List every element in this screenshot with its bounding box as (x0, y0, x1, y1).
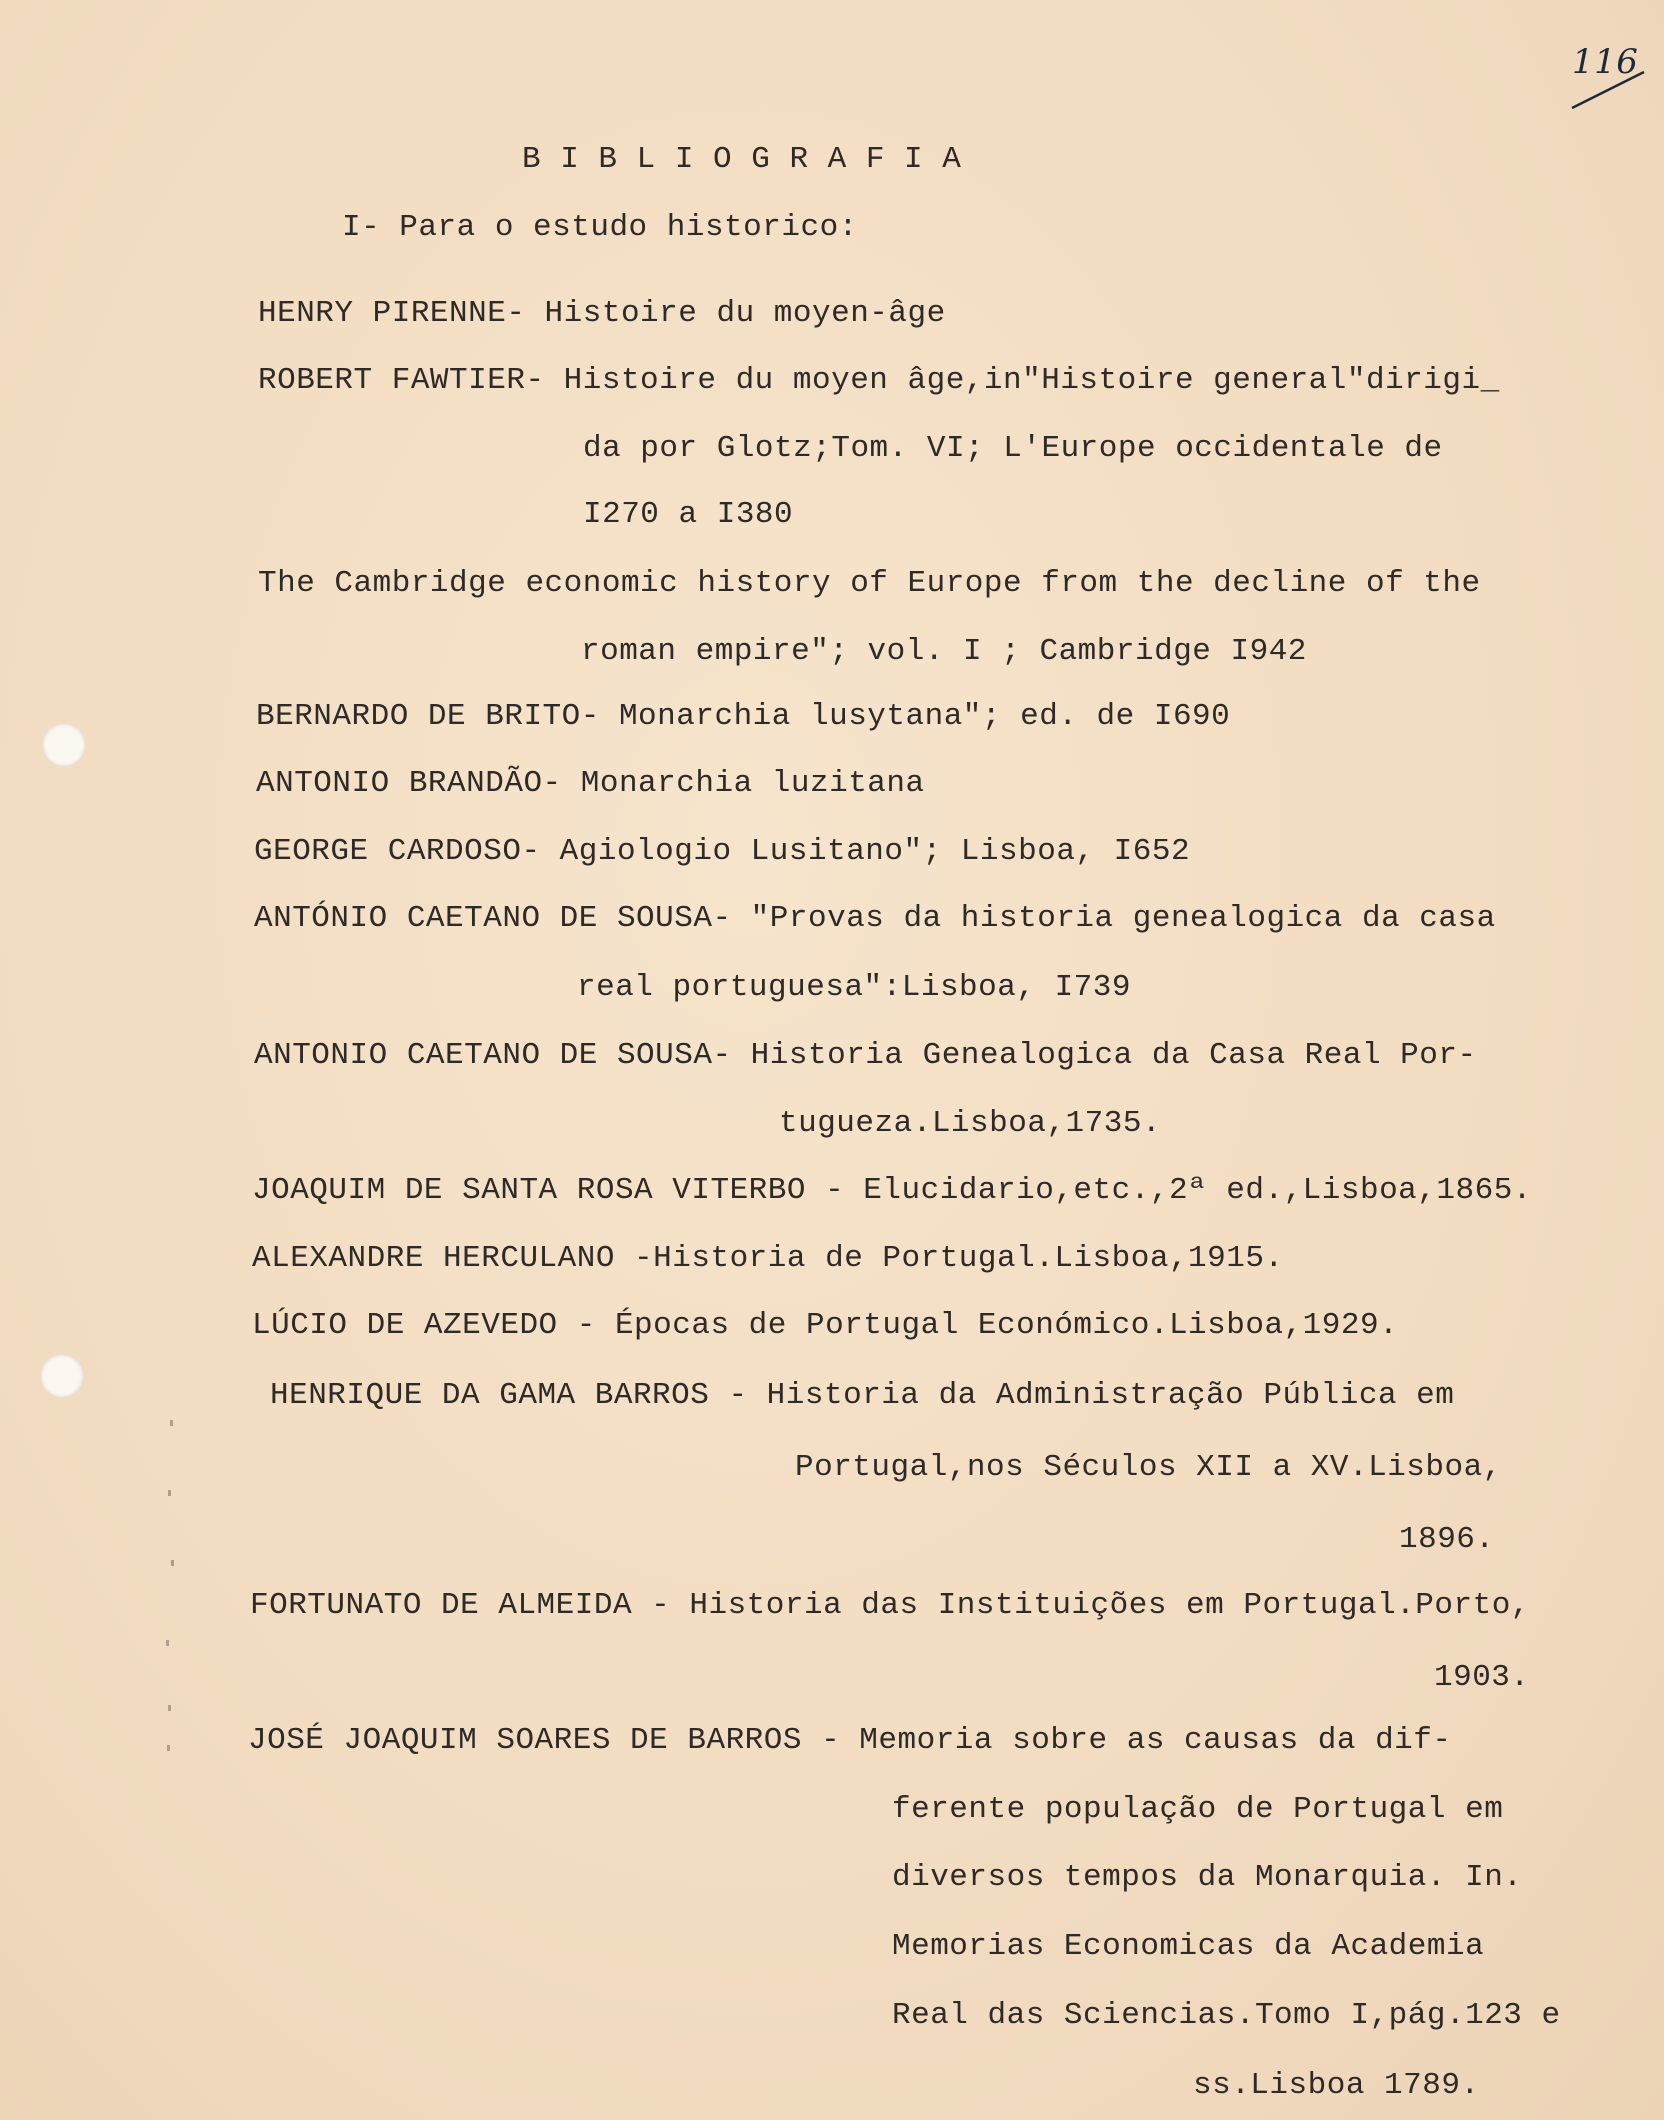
bibliography-line: roman empire"; vol. I ; Cambridge I942 (581, 634, 1307, 669)
bibliography-line: The Cambridge economic history of Europe from the decline of the (258, 566, 1481, 601)
margin-speck (168, 1490, 171, 1496)
bibliography-line: diversos tempos da Monarquia. In. (892, 1860, 1523, 1895)
bibliography-line: JOAQUIM DE SANTA ROSA VITERBO - Elucidario,etc.,2ª ed.,Lisboa,1865. (252, 1173, 1532, 1208)
bibliography-line: da por Glotz;Tom. VI; L'Europe occidentale de (583, 431, 1443, 466)
margin-speck (167, 1745, 170, 1751)
bibliography-line: ANTONIO BRANDÃO- Monarchia luzitana (256, 766, 925, 801)
punch-hole-top (42, 723, 86, 767)
bibliography-line: HENRY PIRENNE- Histoire du moyen-âge (258, 296, 946, 331)
page-number-underline-icon (1568, 64, 1648, 114)
punch-hole-bottom (40, 1354, 84, 1398)
margin-speck (171, 1560, 174, 1566)
section-heading: I- Para o estudo historico: (342, 210, 858, 245)
bibliography-line: ANTONIO CAETANO DE SOUSA- Historia Genealogica da Casa Real Por- (254, 1038, 1477, 1073)
bibliography-line: LÚCIO DE AZEVEDO - Épocas de Portugal Económico.Lisboa,1929. (252, 1308, 1399, 1343)
bibliography-line: 1903. (1434, 1660, 1530, 1695)
bibliography-line: ANTÓNIO CAETANO DE SOUSA- "Provas da historia genealogica da casa (254, 901, 1496, 936)
bibliography-line: HENRIQUE DA GAMA BARROS - Historia da Administração Pública em (270, 1378, 1455, 1413)
bibliography-line: GEORGE CARDOSO- Agiologio Lusitano"; Lisboa, I652 (254, 834, 1191, 869)
bibliography-line: JOSÉ JOAQUIM SOARES DE BARROS - Memoria sobre as causas da dif- (248, 1723, 1452, 1758)
margin-speck (166, 1640, 169, 1646)
bibliography-line: ROBERT FAWTIER- Histoire du moyen âge,in"Histoire general"dirigi_ (258, 363, 1500, 398)
bibliography-line: ss.Lisboa 1789. (1193, 2068, 1480, 2103)
bibliography-line: I270 a I380 (583, 497, 794, 532)
bibliography-line: ferente população de Portugal em (892, 1792, 1504, 1827)
bibliography-line: BERNARDO DE BRITO- Monarchia lusytana"; ed. de I690 (256, 699, 1231, 734)
bibliography-line: FORTUNATO DE ALMEIDA - Historia das Instituições em Portugal.Porto, (250, 1588, 1530, 1623)
bibliography-line: Memorias Economicas da Academia (892, 1929, 1485, 1964)
margin-speck (170, 1420, 173, 1426)
bibliography-line: tugueza.Lisboa,1735. (779, 1106, 1162, 1141)
bibliography-line: real portuguesa":Lisboa, I739 (577, 970, 1131, 1005)
bibliography-line: Real das Sciencias.Tomo I,pág.123 e (892, 1998, 1561, 2033)
bibliography-line: 1896. (1399, 1522, 1495, 1557)
document-title: B I B L I O G R A F I A (522, 142, 962, 177)
bibliography-line: Portugal,nos Séculos XII a XV.Lisboa, (795, 1450, 1502, 1485)
bibliography-line: ALEXANDRE HERCULANO -Historia de Portugal.Lisboa,1915. (252, 1241, 1284, 1276)
margin-speck (168, 1705, 171, 1711)
page-number: 116 (1572, 42, 1639, 82)
